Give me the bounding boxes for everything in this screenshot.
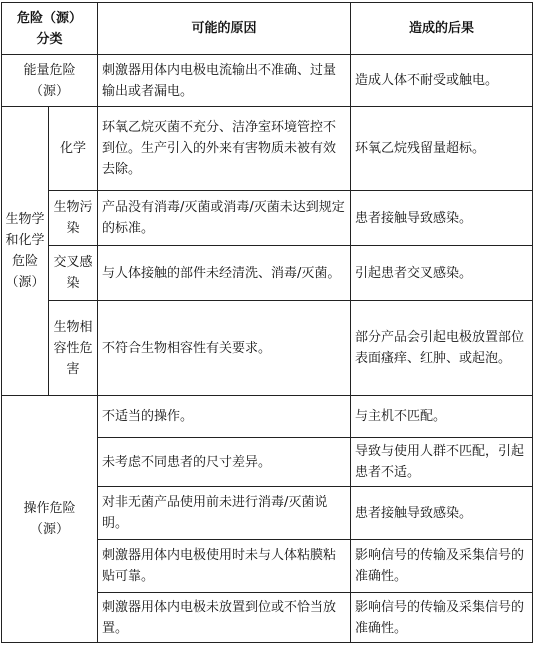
effect-cell: 患者接触导致感染。 [351, 191, 533, 246]
cause-cell: 未考虑不同患者的尺寸差异。 [98, 438, 351, 487]
cause-cell: 刺激器用体内电极使用时未与人体粘膜粘贴可靠。 [98, 540, 351, 593]
hazard-table [1, 2, 533, 643]
category-energy-line1: 能量危险 [23, 62, 76, 78]
category-energy [2, 55, 98, 107]
category-operation-line2: （源） [30, 522, 70, 537]
subcategory-biocompatibility: 生物相容性危害 [49, 301, 98, 396]
header-effect: 造成的后果 [351, 3, 533, 55]
subcategory-chemical: 化学 [49, 107, 98, 191]
cause-cell: 刺激器用体内电极电流输出不准确、过量输出或者漏电。 [98, 55, 351, 107]
category-energy-line2: （源） [30, 83, 70, 99]
cause-cell: 产品没有消毒/灭菌或消毒/灭菌未达到规定的标准。 [98, 191, 351, 246]
header-category-line1: 危险（源） [17, 10, 83, 26]
header-category-line2: 分类 [36, 31, 63, 47]
effect-cell: 导致与使用人群不匹配，引起患者不适。 [351, 438, 533, 487]
effect-cell: 环氧乙烷残留量超标。 [351, 107, 533, 191]
row-operation [2, 396, 533, 438]
cause-cell: 环氧乙烷灭菌不充分、洁净室环境管控不到位。生产引入的外来有害物质未被有效去除。 [98, 107, 351, 191]
category-operation-line1: 操作危险 [23, 501, 76, 516]
effect-cell: 部分产品会引起电极放置部位表面瘙痒、红肿、或起泡。 [351, 301, 533, 396]
category-operation [2, 396, 98, 643]
row-cross-infection [2, 246, 533, 301]
row-bio-contamination [2, 191, 533, 246]
header-cause: 可能的原因 [98, 3, 351, 55]
subcategory-cross-infection: 交叉感染 [49, 246, 98, 301]
subcategory-bio-contamination: 生物污染 [49, 191, 98, 246]
effect-cell: 与主机不匹配。 [351, 396, 533, 438]
effect-cell: 引起患者交叉感染。 [351, 246, 533, 301]
cause-cell: 与人体接触的部件未经清洗、消毒/灭菌。 [98, 246, 351, 301]
cause-cell: 刺激器用体内电极未放置到位或不恰当放置。 [98, 593, 351, 643]
effect-cell: 影响信号的传输及采集信号的准确性。 [351, 540, 533, 593]
row-biocompatibility [2, 301, 533, 396]
cause-cell: 不符合生物相容性有关要求。 [98, 301, 351, 396]
cause-cell: 不适当的操作。 [98, 396, 351, 438]
cause-cell: 对非无菌产品使用前未进行消毒/灭菌说明。 [98, 487, 351, 540]
row-chemical [2, 107, 533, 191]
effect-cell: 影响信号的传输及采集信号的准确性。 [351, 593, 533, 643]
effect-cell: 患者接触导致感染。 [351, 487, 533, 540]
category-bio-chem: 生物学和化学危险（源） [2, 107, 49, 396]
row-energy [2, 55, 533, 107]
header-category [2, 3, 98, 55]
header-row [2, 3, 533, 55]
effect-cell: 造成人体不耐受或触电。 [351, 55, 533, 107]
